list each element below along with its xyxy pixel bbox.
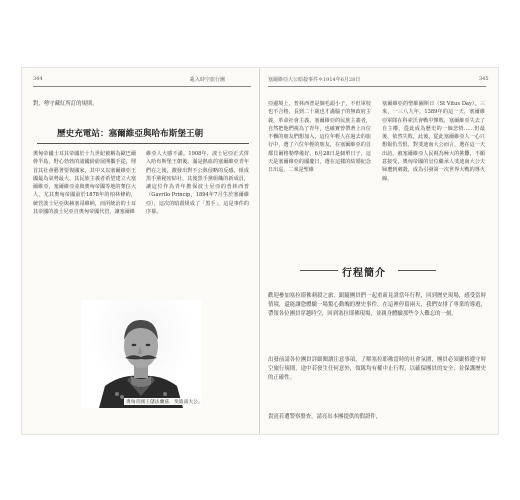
right-column-1: 亞邊境上，普林西普是個毛頭小子，不但軍校也不合格，長到二十歲也才滿腦子的無政府主義，革命社會主義。塞爾維亞的民族主義者，自然把他們視為了青年，也確實曾帶著上百位不懈的朋友們想加入，這位年輕人在過去的旅行中，選了六位年輕的朋友，在塞爾維亞的首都貝爾格勒準備好。6月28日是個單日子，這天是塞爾維亞的國慶日，選在這樣的結婚紀念日出巡，二來是聖維 — [268, 101, 371, 174]
section-title-rule — [37, 143, 249, 144]
right-page-number: 345 — [479, 76, 489, 82]
left-running-title: 亂入時空旅行團 — [190, 77, 226, 83]
trip-paragraph-2: 出發前請各位團員詳細閱讀注意事項，了解塞拉耶佛當時的社會氛圍，團員必須嚴格遵守時空旅行規則，途中若發生任何意外，領隊均有權中止行程，以確保團員的安全，並保護歷史的正確性。 — [268, 357, 486, 382]
book-gutter — [259, 68, 260, 434]
photo-caption: 奧匈帝國王儲法蘭茲．斐迪南大公。 — [126, 400, 203, 405]
left-header-rule — [33, 86, 251, 87]
trip-paragraph-1: 歡迎參加塞拉耶佛刺殺之旅，跟隨團員們一起重新見證當年行程，回到歷史現場，感受當時情境，還能讓您體驗一場驚心動魄的歷史事件，在這裡停留兩天，我們安排了專業的導遊，帶領各位團員穿越時空，回到塞拉耶佛現場，並親身體驗那些令人難忘的一刻。 — [268, 293, 486, 318]
left-column-2: 維亞人大感不滿。1908年，波士尼亞正式併入哈布斯堡王朝後，滿是熱血的塞爾維亞青年們在之後，激發出對不公與侵略的反感，組成黑手黨秘密結社，其後黑手黨組織的新成員，讓這位作為青年擔保波士尼亞的普林西普（Gavrilo Princip，1894年7月生於塞爾維亞），這次的暗殺組成了「黑手」，這是事件的序幕。 — [146, 151, 249, 216]
trip-title: 行程簡介 — [342, 268, 386, 279]
trip-title-rule-left — [300, 270, 338, 271]
left-opening-line: 對，勢守藏紅所訂的規則。 — [33, 101, 98, 107]
right-running-title: 塞爾維亞大公暗殺事件＊1914年6月28日 — [268, 77, 361, 83]
right-header-rule — [268, 86, 486, 87]
left-column-1: 奧匈帝國士耳其帝國於十九世紀被稱為歐巴爾幹半島，野心勃勃的諸國紛紛展開攜手從，埋首其社會藝著要復國家，其中又以塞爾維亞王國最為氣勢最大，其民族主義者希望建立大塞爾維亞，塞爾維亞並與奧匈帝國等地的奪位大人，尤其奧匈帝國前於1878年的柏林條約，統管波士尼亞與赫塞哥維納，而所統治的士耳其帝國的波士尼亞自奧匈帝國代管，讓塞爾維 — [33, 151, 136, 216]
trip-title-rule-right — [398, 270, 436, 271]
portrait-of-archduke — [81, 300, 201, 408]
trip-paragraph-3: 貴賓若遭警察盤查，請亮出本團提供的假證件， — [268, 414, 382, 420]
section-title: 歷史充電站：塞爾維亞與哈布斯堡王朝 — [57, 129, 204, 139]
right-column-2: 塞爾維亞的聖維圖斯日（St Vitus Day）。三來，一三八九年，1389年的這一天，塞爾維亞軍隊在科索沃會戰中慘敗，塞爾維亞失去了自主權，從此成為歷史的一個悲情……但最後，依然失敗，此後，從此塞爾維亞人一心只想報仇雪恨，對斐迪南大公而言，選在這一天出訪，被塞爾維亞人民視為極大的挑釁，不願意接受，奧匈帝國的皇位繼承人斐迪南大公夫婦遭到刺殺，成為引發第一次世界大戰的導火線。 — [382, 101, 485, 182]
left-page-number: 344 — [33, 76, 43, 82]
portrait-photo — [81, 300, 201, 408]
